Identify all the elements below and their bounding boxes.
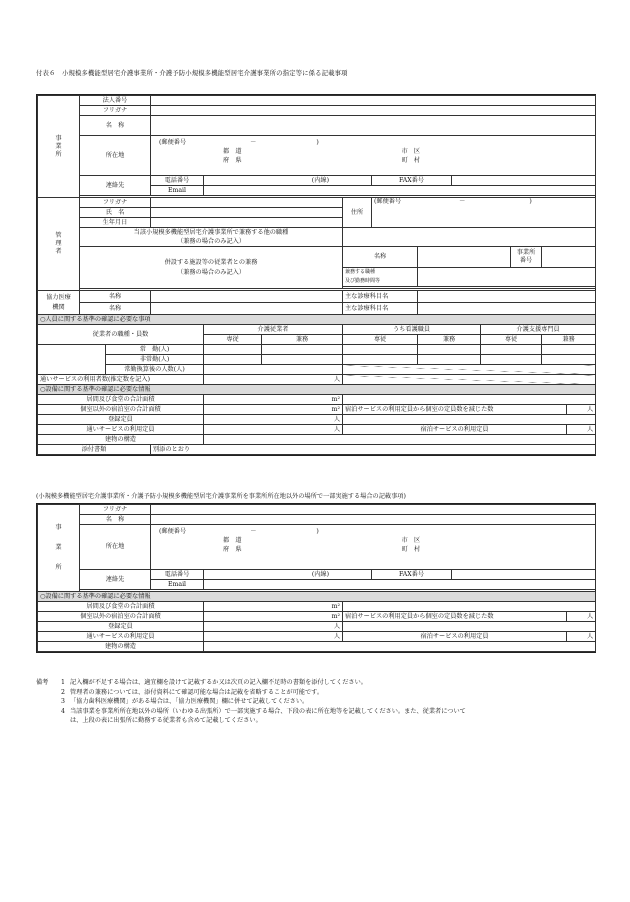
staff-cell[interactable] bbox=[418, 355, 481, 365]
manager-birth-field[interactable] bbox=[151, 218, 343, 228]
branch-section-heading: (小規模多機能型居宅介護事業所・介護予防小規模多機能型居宅介護事業所を事業所所在地以外の場所で一部実施する場合の記載事項) bbox=[36, 493, 406, 500]
office-contact-label: 連絡先 bbox=[80, 176, 151, 196]
staff-job-count-label: 従業者の職種・員数 bbox=[38, 325, 204, 345]
office-side-label: 事 業 所 bbox=[38, 96, 80, 198]
manager-concurrent2-label: 併設する施設等の従業者との兼務 （兼務の場合のみ記入） bbox=[80, 247, 343, 289]
note-number: 2 bbox=[61, 688, 65, 696]
manager-birth-label: 生年月日 bbox=[80, 218, 151, 228]
structure-field[interactable] bbox=[204, 435, 596, 445]
staff-cell[interactable] bbox=[262, 355, 343, 365]
care-full-header: 専従 bbox=[204, 335, 262, 345]
blank-cell bbox=[343, 602, 596, 612]
day-capacity-field[interactable]: 人 bbox=[204, 425, 343, 435]
office-furigana-field[interactable] bbox=[151, 106, 596, 116]
office-email-label: Email bbox=[151, 186, 204, 196]
note-text: 記入欄が不足する場合は、適宜欄を設けて記載するか又は次頁の記入欄不足時の書類を添付してください。 bbox=[70, 679, 367, 686]
staff-cell[interactable] bbox=[542, 345, 596, 355]
coop-side-label: 協力医療 機関 bbox=[38, 291, 80, 315]
staff-cell[interactable] bbox=[204, 355, 262, 365]
day-capacity-label: 通いサービスの利用定員 bbox=[38, 425, 204, 435]
note-item bbox=[36, 678, 596, 688]
care-mgr-header: 介護支援専門員 bbox=[481, 325, 596, 335]
mgr-full-header: 専従 bbox=[481, 335, 542, 345]
branch-accom-net-field[interactable]: 人 bbox=[567, 612, 596, 622]
branch-tel-label: 電話番号 bbox=[151, 570, 204, 580]
branch-accom-net-label: 宿泊サービスの利用定員から個室の定員数を減じた数 bbox=[343, 612, 567, 622]
structure-label: 建物の構造 bbox=[38, 435, 204, 445]
stay-capacity-label: 宿泊サービスの利用定員 bbox=[343, 425, 567, 435]
staff-cell[interactable] bbox=[418, 345, 481, 355]
manager-side-label: 管 理 者 bbox=[38, 198, 80, 291]
coop-name1-field[interactable] bbox=[151, 291, 343, 303]
main-form bbox=[36, 94, 596, 456]
attach-label: 添付書類 bbox=[38, 445, 151, 455]
coop-dept2-field[interactable] bbox=[418, 303, 596, 315]
care-staff-header: 介護従業者 bbox=[204, 325, 343, 335]
staff-cell[interactable] bbox=[262, 345, 343, 355]
branch-structure-label: 建物の構造 bbox=[38, 642, 204, 652]
registered-field[interactable]: 人 bbox=[204, 415, 343, 425]
branch-stay-capacity-field[interactable]: 人 bbox=[567, 632, 596, 642]
mgr-part-header: 兼務 bbox=[542, 335, 596, 345]
room-area-label: 個室以外の宿泊室の合計面積 bbox=[38, 405, 204, 415]
staff-section-header: ○人員に関する基準の確認に必要な事項 bbox=[38, 315, 596, 325]
branch-room-area-label: 個室以外の宿泊室の合計面積 bbox=[38, 612, 204, 622]
staff-cell[interactable] bbox=[481, 345, 542, 355]
branch-registered-field[interactable]: 人 bbox=[204, 622, 343, 632]
care-part-header: 兼務 bbox=[262, 335, 343, 345]
manager-address-field[interactable]: (郵便番号 － ) bbox=[372, 198, 596, 228]
manager-name-field[interactable] bbox=[151, 208, 343, 218]
parttime-label: 非常勤(人) bbox=[106, 355, 204, 365]
attach-value: 別添のとおり bbox=[151, 445, 596, 455]
branch-tel-field[interactable]: (内線) bbox=[204, 570, 372, 580]
notes bbox=[36, 678, 596, 726]
concurrent-job-field[interactable] bbox=[418, 268, 596, 287]
accom-net-label: 宿泊サービスの利用定員から個室の定員数を減じた数 bbox=[343, 405, 567, 415]
manager-furigana-label: フリガナ bbox=[80, 198, 151, 208]
nurse-header: うち看護職員 bbox=[343, 325, 481, 335]
branch-name-field[interactable] bbox=[151, 515, 596, 525]
registered-label: 登録定員 bbox=[38, 415, 204, 425]
staff-cell[interactable] bbox=[204, 365, 343, 375]
users-field[interactable]: 人 bbox=[204, 375, 343, 385]
branch-stay-capacity-label: 宿泊サービスの利用定員 bbox=[343, 632, 567, 642]
branch-registered-label: 登録定員 bbox=[38, 622, 204, 632]
manager-concurrent1-field[interactable] bbox=[343, 228, 596, 247]
branch-day-capacity-label: 通いサービスの利用定員 bbox=[38, 632, 204, 642]
branch-room-area-field[interactable]: m² bbox=[204, 612, 343, 622]
fte-label: 常勤換算後の人数(人) bbox=[106, 365, 204, 375]
concurrent-office-no-label: 事業所 番号 bbox=[511, 247, 542, 268]
stay-capacity-field[interactable]: 人 bbox=[567, 425, 596, 435]
corp-no-field[interactable] bbox=[151, 96, 596, 106]
fulltime-label: 常 勤(人) bbox=[106, 345, 204, 355]
office-name-field[interactable] bbox=[151, 116, 596, 136]
office-tel-label: 電話番号 bbox=[151, 176, 204, 186]
branch-structure-field[interactable] bbox=[204, 642, 596, 652]
branch-fax-field[interactable] bbox=[452, 570, 596, 580]
accom-net-field[interactable]: 人 bbox=[567, 405, 596, 415]
staff-cell[interactable] bbox=[343, 355, 418, 365]
staff-cell[interactable] bbox=[204, 345, 262, 355]
coop-name1-label: 名称 bbox=[80, 291, 151, 303]
corp-no-label: 法人番号 bbox=[80, 96, 151, 106]
branch-contact-label: 連絡先 bbox=[80, 570, 151, 590]
users-label: 通いサービスの利用者数(推定数を記入) bbox=[38, 375, 204, 385]
facility-section-header: ○設備に関する基準の確認に必要な情報 bbox=[38, 385, 596, 395]
note-number: 1 bbox=[61, 679, 65, 686]
coop-name2-field[interactable] bbox=[151, 303, 343, 315]
coop-dept1-field[interactable] bbox=[418, 291, 596, 303]
staff-cell[interactable] bbox=[343, 345, 418, 355]
office-location-field[interactable]: (郵便番号 － ) 都 道 市 区 府 県 町 村 bbox=[151, 136, 596, 176]
office-tel-field[interactable]: (内線) bbox=[204, 176, 372, 186]
office-location-label: 所在地 bbox=[80, 136, 151, 176]
branch-living-area-field[interactable]: m² bbox=[204, 602, 343, 612]
room-area-field[interactable]: m² bbox=[204, 405, 343, 415]
living-area-label: 居間及び食堂の合計面積 bbox=[38, 395, 204, 405]
office-name-label: 名 称 bbox=[80, 116, 151, 136]
office-fax-field[interactable] bbox=[452, 176, 596, 186]
coop-dept2-label: 主な診療科目名 bbox=[343, 303, 418, 315]
staff-cell[interactable] bbox=[481, 355, 542, 365]
branch-facility-section-header: ○設備に関する基準の確認に必要な情報 bbox=[38, 592, 596, 602]
living-area-field[interactable]: m² bbox=[204, 395, 343, 405]
office-email-field[interactable] bbox=[204, 186, 596, 196]
branch-form bbox=[36, 503, 596, 653]
nurse-full-header: 専従 bbox=[343, 335, 418, 345]
coop-name2-label: 名称 bbox=[80, 303, 151, 315]
staff-cell[interactable] bbox=[542, 355, 596, 365]
office-furigana-label: フリガナ bbox=[80, 106, 151, 116]
branch-furigana-label: フリガナ bbox=[80, 505, 151, 515]
note-number: 3 bbox=[61, 698, 65, 706]
note-item bbox=[36, 707, 596, 717]
branch-email-label: Email bbox=[151, 580, 204, 590]
blank-cell bbox=[343, 415, 596, 425]
manager-concurrent1-label: 当該小規模多機能型居宅介護事業所で兼務する他の職種 （兼務の場合のみ記入） bbox=[80, 228, 343, 247]
branch-fax-label: FAX番号 bbox=[372, 570, 452, 580]
note-item bbox=[36, 697, 596, 707]
branch-living-area-label: 居間及び食堂の合計面積 bbox=[38, 602, 204, 612]
branch-furigana-field[interactable] bbox=[151, 505, 596, 515]
concurrent-office-no-field[interactable] bbox=[542, 247, 596, 268]
fte-diagonal-cell bbox=[343, 365, 596, 375]
manager-address-label: 住所 bbox=[343, 198, 372, 228]
concurrent-job-label: 兼務する職種 及び勤務時間等 bbox=[343, 268, 418, 287]
concurrent-fac-name-label: 名称 bbox=[343, 247, 418, 268]
nurse-part-header: 兼務 bbox=[418, 335, 481, 345]
concurrent-fac-name-field[interactable] bbox=[418, 247, 511, 268]
note-text: 「協力歯科医療機関」がある場合は、「協力医療機関」欄に併せて記載してください。 bbox=[70, 698, 309, 706]
branch-day-capacity-field[interactable]: 人 bbox=[204, 632, 343, 642]
branch-location-field[interactable]: (郵便番号 － ) 都 道 市 区 府 県 町 村 bbox=[151, 525, 596, 570]
blank-cell bbox=[343, 395, 596, 405]
coop-dept1-label: 主な診療科目名 bbox=[343, 291, 418, 303]
branch-location-label: 所在地 bbox=[80, 525, 151, 570]
branch-name-label: 名 称 bbox=[80, 515, 151, 525]
office-fax-label: FAX番号 bbox=[372, 176, 452, 186]
blank-cell bbox=[343, 622, 596, 632]
users-diagonal-cell bbox=[343, 375, 596, 385]
manager-furigana-field[interactable] bbox=[151, 198, 343, 208]
branch-side-label: 事 業 所 bbox=[38, 505, 80, 592]
note-number: 4 bbox=[61, 707, 65, 715]
form-caption: 付表６ 小規模多機能型居宅介護事業所・介護予防小規模多機能型居宅介護事業所の指定等に係る記載事項 bbox=[36, 69, 348, 77]
manager-name-label: 氏 名 bbox=[80, 208, 151, 218]
notes-label: 備考 bbox=[36, 679, 49, 686]
note-text: 当該事業を事業所所在地以外の場所（いわゆる出張所）で一部実施する場合、下段の表に所在地等を記載してください。また、従業者について bbox=[70, 707, 466, 715]
note-continuation: は、上段の表に出張所に勤務する従業者も含めて記載してください。 bbox=[70, 717, 262, 725]
branch-email-field[interactable] bbox=[204, 580, 596, 590]
note-text: 管理者の兼務については、添付資料にて確認可能な場合は記載を省略することが可能です。 bbox=[70, 688, 324, 696]
note-item bbox=[36, 688, 596, 698]
